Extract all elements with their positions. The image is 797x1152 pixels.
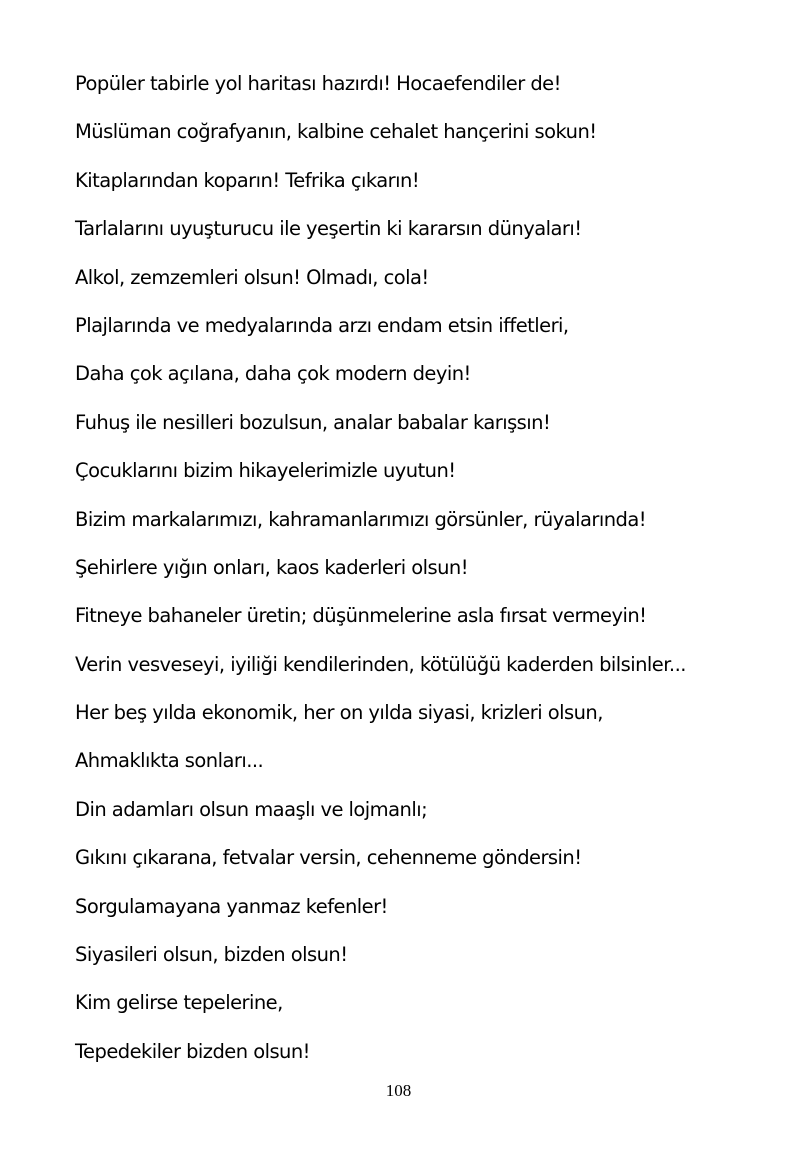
poem-line: Müslüman coğrafyanın, kalbine cehalet hançerini sokun! bbox=[75, 120, 597, 144]
poem-line: Ahmaklıkta sonları... bbox=[75, 749, 264, 773]
poem-line: Çocuklarını bizim hikayelerimizle uyutun! bbox=[75, 459, 456, 483]
poem-line: Kitaplarından koparın! Tefrika çıkarın! bbox=[75, 168, 420, 192]
poem-line: Tepedekiler bizden olsun! bbox=[75, 1039, 310, 1063]
poem-line: Sorgulamayana yanmaz kefenler! bbox=[75, 894, 388, 918]
poem-line: Bizim markalarımızı, kahramanlarımızı görsünler, rüyalarında! bbox=[75, 507, 647, 531]
poem-line: Daha çok açılana, daha çok modern deyin! bbox=[75, 362, 471, 386]
poem-line: Her beş yılda ekonomik, her on yılda siyasi, krizleri olsun, bbox=[75, 701, 603, 725]
poem-line: Tarlalarını uyuşturucu ile yeşertin ki kararsın dünyaları! bbox=[75, 217, 582, 241]
poem-line: Verin vesveseyi, iyiliği kendilerinden, kötülüğü kaderden bilsinler... bbox=[75, 652, 686, 676]
poem-line: Kim gelirse tepelerine, bbox=[75, 991, 283, 1015]
poem-line: Gıkını çıkarana, fetvalar versin, cehenneme göndersin! bbox=[75, 846, 582, 870]
poem-text bbox=[75, 70, 775, 1086]
poem-line: Popüler tabirle yol haritası hazırdı! Hocaefendiler de! bbox=[75, 72, 561, 95]
poem-line: Fuhuş ile nesilleri bozulsun, analar babalar karışsın! bbox=[75, 410, 551, 434]
poem-line: Şehirlere yığın onları, kaos kaderleri olsun! bbox=[75, 555, 468, 579]
poem-line: Fitneye bahaneler üretin; düşünmelerine asla fırsat vermeyin! bbox=[75, 604, 647, 628]
poem-line: Plajlarında ve medyalarında arzı endam etsin iffetleri, bbox=[75, 313, 569, 337]
poem-line: Din adamları olsun maaşlı ve lojmanlı; bbox=[75, 797, 428, 821]
poem-line: Siyasileri olsun, bizden olsun! bbox=[75, 943, 348, 967]
page-number: 108 bbox=[385, 1081, 412, 1100]
poem-line: Alkol, zemzemleri olsun! Olmadı, cola! bbox=[75, 265, 429, 289]
